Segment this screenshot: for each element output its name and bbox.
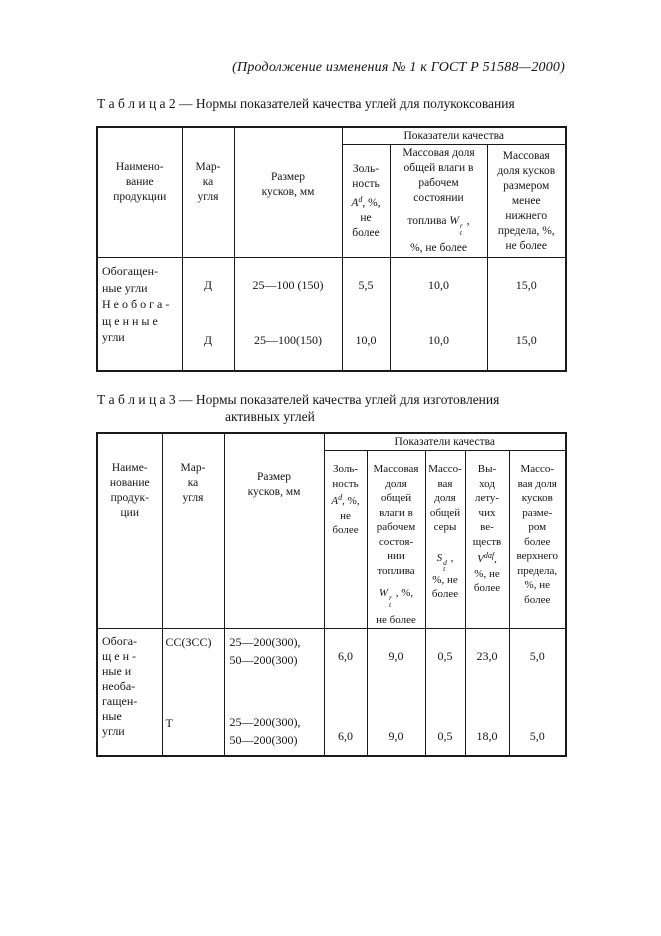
cell-value: 10,0	[355, 333, 377, 347]
cell-value: 6,0	[338, 728, 353, 743]
cell-value: Д	[203, 278, 213, 292]
t2-head-size	[234, 127, 342, 258]
header-line: влаги в	[379, 506, 413, 519]
t2-cell-mark	[182, 258, 234, 372]
header-line: ции	[120, 507, 139, 519]
header-line: рабочем	[418, 177, 459, 189]
cell-value: 18,0	[476, 728, 498, 743]
header-line: разме-	[522, 506, 553, 519]
header-line: Массовая	[502, 149, 550, 162]
cell-value: 5,0	[529, 728, 545, 743]
cell-line: Обога-	[102, 633, 138, 648]
t3-head-ash-content	[324, 451, 367, 629]
header-line: доля	[385, 477, 407, 490]
cell-value: 5,5	[358, 278, 374, 292]
page-header-note: (Продолжение изменения № 1 к ГОСТ Р 51588—2000)	[232, 60, 565, 75]
cell-line: щ е н н ы е	[102, 313, 158, 328]
header-line: Размер	[256, 471, 291, 483]
t3-cell-volatile	[465, 628, 509, 756]
volatile-formula: $V^{daf}$,	[477, 551, 497, 565]
header-line: кусков, мм	[247, 486, 301, 498]
cell-line: необа-	[102, 678, 136, 693]
cell-line: гащен-	[102, 693, 138, 708]
header-line: более	[332, 524, 359, 536]
header-line: угля	[197, 191, 219, 203]
header-line: ром	[528, 521, 547, 533]
cell-value: 5,0	[529, 648, 545, 663]
t3-head-quality-indicators: Показатели качества	[324, 433, 566, 451]
cell-line: Н е о б о г а -	[102, 297, 170, 311]
header-line: рабочем	[376, 521, 416, 533]
header-line: Наимено-	[115, 161, 164, 173]
header-line: Размер	[270, 171, 305, 183]
sulfur-formula: S d t ,	[436, 551, 454, 573]
header-line: продук-	[110, 492, 149, 504]
header-line: ность	[352, 177, 380, 190]
cell-value: 10,0	[428, 333, 449, 347]
sub-sup-stack: d t	[443, 557, 447, 573]
header-line: более	[524, 593, 551, 606]
cell-line: щ е н -	[102, 648, 136, 663]
t2-head-quality-indicators: Показатели качества	[342, 127, 566, 145]
t2-cell-product-names	[97, 258, 182, 372]
cell-value: 15,0	[515, 278, 537, 292]
moisture-formula: W r t , %,	[378, 587, 414, 609]
cell-value: 15,0	[515, 333, 537, 347]
t3-cell-ash	[324, 628, 367, 756]
table3-title	[97, 391, 577, 425]
header-line: серы	[433, 521, 457, 533]
header-line: ве-	[480, 521, 494, 533]
header-line: доля	[434, 492, 456, 504]
t2-head-ash-content	[342, 145, 390, 258]
header-line: Золь-	[352, 162, 380, 175]
table2-title: Т а б л и ц а 2 — Нормы показателей качества углей для полукоксования	[97, 96, 515, 111]
t2-head-undersize-lumps	[487, 145, 566, 258]
moisture-formula: топлива W r t ,	[407, 215, 470, 237]
cell-value: 10,0	[428, 278, 449, 292]
header-line: не более	[505, 239, 548, 252]
t2-cell-undersize	[487, 258, 566, 372]
t3-head-mark	[162, 433, 224, 628]
header-line: предела,	[517, 564, 558, 577]
header-line: Мар-	[195, 161, 221, 173]
cell-value: 9,0	[388, 648, 404, 663]
header-line: Массовая доля	[402, 147, 475, 159]
header-line: кусков, мм	[261, 186, 315, 198]
t3-head-size	[224, 433, 324, 628]
header-line: ход	[479, 477, 495, 490]
cell-value-group: 25—200(300), 50—200(300)	[229, 714, 301, 747]
t3-cell-product-names	[97, 628, 162, 756]
header-line: предела, %,	[497, 224, 555, 237]
header-line: Вы-	[477, 463, 497, 475]
cell-value: 25—100 (150)	[252, 278, 324, 292]
t3-head-volatile-matter	[465, 451, 509, 629]
cell-value-group: 25—200(300), 50—200(300)	[229, 634, 301, 667]
header-line: %, не более	[410, 242, 467, 254]
t3-head-product	[97, 433, 162, 628]
t2-cell-moisture	[390, 258, 487, 372]
header-line: не	[340, 509, 351, 522]
header-line: чих	[478, 506, 496, 519]
t3-cell-moisture	[367, 628, 425, 756]
table2-semicoking-quality-norms	[96, 126, 567, 372]
header-line: кусков	[521, 492, 553, 504]
cell-line: ные	[102, 708, 122, 723]
header-line: общей влаги в	[403, 162, 474, 174]
cell-value: 23,0	[476, 648, 498, 663]
header-line: более	[431, 588, 459, 600]
header-line: состоя-	[378, 535, 414, 548]
header-line: верхнего	[516, 550, 559, 562]
header-line: размером	[503, 179, 550, 192]
cell-line: ные угли	[102, 280, 148, 295]
header-line: не	[360, 211, 372, 224]
title-line: активных углей	[225, 409, 315, 424]
t3-cell-sulfur	[425, 628, 465, 756]
header-line: ка	[202, 176, 214, 188]
t2-cell-ash	[342, 258, 390, 372]
header-line: %, не	[432, 573, 458, 586]
header-line: вание	[125, 176, 154, 188]
header-line: ществ	[472, 535, 502, 548]
header-line: общей	[380, 492, 412, 504]
header-line: более	[473, 582, 501, 594]
header-line: общей	[429, 506, 461, 519]
t3-cell-oversize	[509, 628, 566, 756]
cell-value: 6,0	[338, 648, 353, 663]
cell-line: угли	[102, 330, 125, 344]
table3-active-coal-quality-norms	[96, 432, 567, 757]
header-line: более	[524, 535, 551, 548]
header-line: Массо-	[520, 463, 555, 475]
t2-head-moisture	[390, 145, 487, 258]
header-line: продукции	[113, 191, 167, 203]
sub-sup-stack: r t	[389, 593, 392, 609]
header-line: Массовая	[373, 463, 419, 475]
cell-line: ные и	[102, 663, 132, 678]
cell-value: СС(ЗСС)	[165, 634, 212, 649]
t3-cell-size	[224, 628, 324, 756]
header-line: угля	[182, 492, 204, 504]
header-line: ность	[332, 477, 359, 490]
header-line: более	[352, 226, 380, 239]
header-line: нование	[109, 477, 150, 489]
header-line: лету-	[474, 492, 500, 504]
header-line: Наиме-	[111, 462, 148, 474]
cell-value: 9,0	[388, 728, 404, 743]
cell-value: Д	[203, 333, 213, 347]
t2-cell-size	[234, 258, 342, 372]
cell-value: 25—100(150)	[254, 333, 322, 347]
t2-head-product	[97, 127, 182, 258]
t3-head-moisture	[367, 451, 425, 629]
t3-cell-mark	[162, 628, 224, 756]
header-line: %, не	[524, 579, 550, 591]
header-line: Массо-	[428, 463, 462, 475]
header-line: %, не	[474, 567, 500, 580]
ash-formula: $A^d$, %,	[351, 194, 381, 209]
header-line: вая	[437, 477, 453, 490]
header-line: топлива	[377, 564, 415, 577]
header-line: менее	[511, 194, 541, 207]
t3-head-oversize-lumps	[509, 451, 566, 629]
t3-head-sulfur	[425, 451, 465, 629]
cell-line: Обогащен-	[102, 264, 159, 278]
header-line: нии	[387, 550, 405, 562]
header-line: нижнего	[505, 209, 548, 222]
header-line: ка	[187, 477, 199, 489]
t2-head-mark	[182, 127, 234, 258]
header-line: вая доля	[517, 477, 557, 490]
cell-value: Т	[165, 715, 173, 730]
sub-sup-stack: r t	[459, 221, 463, 237]
header-line: доля кусков	[497, 164, 556, 177]
cell-line: угли	[102, 723, 125, 738]
header-line: Мар-	[180, 462, 206, 474]
cell-value: 0,5	[437, 648, 453, 663]
header-line: не более	[376, 614, 416, 626]
header-line: Золь-	[332, 463, 359, 475]
title-line: Т а б л и ц а 3 — Нормы показателей качества углей для изготовления	[97, 392, 500, 407]
cell-value: 0,5	[437, 728, 453, 743]
header-line: состоянии	[413, 192, 464, 204]
ash-formula: $A^d$, %,	[331, 493, 360, 507]
